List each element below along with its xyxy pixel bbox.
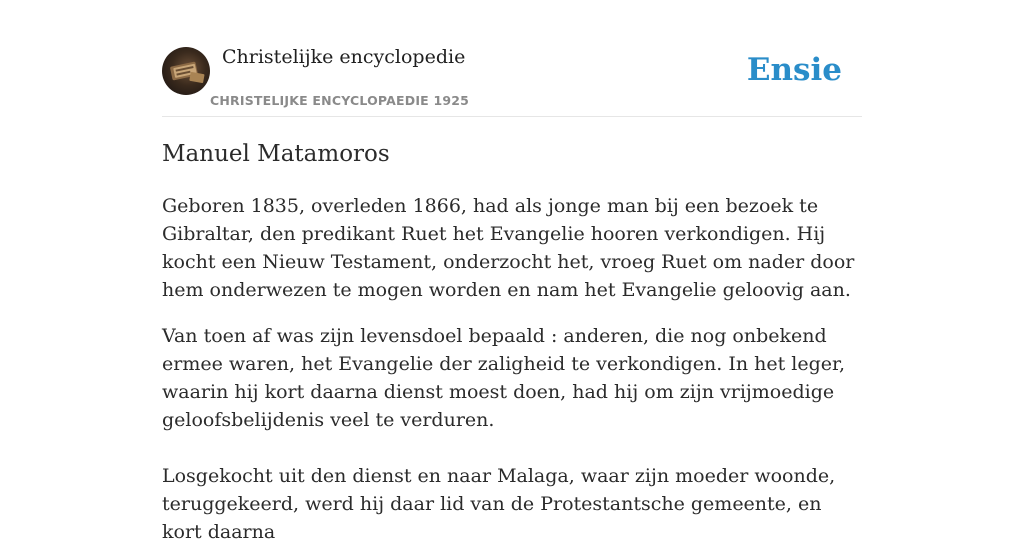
article-paragraph-1: Geboren 1835, overleden 1866, had als jonge man bij een bezoek te Gibraltar, den predikant Ruet het Evangelie hooren verkondigen. Hij kocht een Nieuw Testament, onderzocht het, vroeg Ruet om nader door hem onderwezen te mogen worden en nam het Evangelie geloovig aan. xyxy=(162,195,855,301)
site-header xyxy=(162,46,862,117)
site-subtitle[interactable]: CHRISTELIJKE ENCYCLOPAEDIE 1925 xyxy=(210,93,470,108)
article xyxy=(162,138,862,546)
article-paragraph-3: Losgekocht uit den dienst en naar Malaga, waar zijn moeder woonde, teruggekeerd, werd hij daar lid van de Protestantsche gemeente, en kort daarna xyxy=(162,465,836,543)
book-photo-icon[interactable] xyxy=(162,47,210,95)
article-paragraph-2: Van toen af was zijn levensdoel bepaald : anderen, die nog onbekend ermee waren, het Evangelie der zaligheid te verkondigen. In het leger, waarin hij kort daarna dienst moest doen, had hij om zijn vrijmoedige geloofsbelijdenis veel te verduren. xyxy=(162,325,846,431)
article-title: Manuel Matamoros xyxy=(162,141,390,167)
site-title[interactable]: Christelijke encyclopedie xyxy=(222,46,466,68)
ensie-logo-link[interactable]: Ensie xyxy=(746,52,842,88)
